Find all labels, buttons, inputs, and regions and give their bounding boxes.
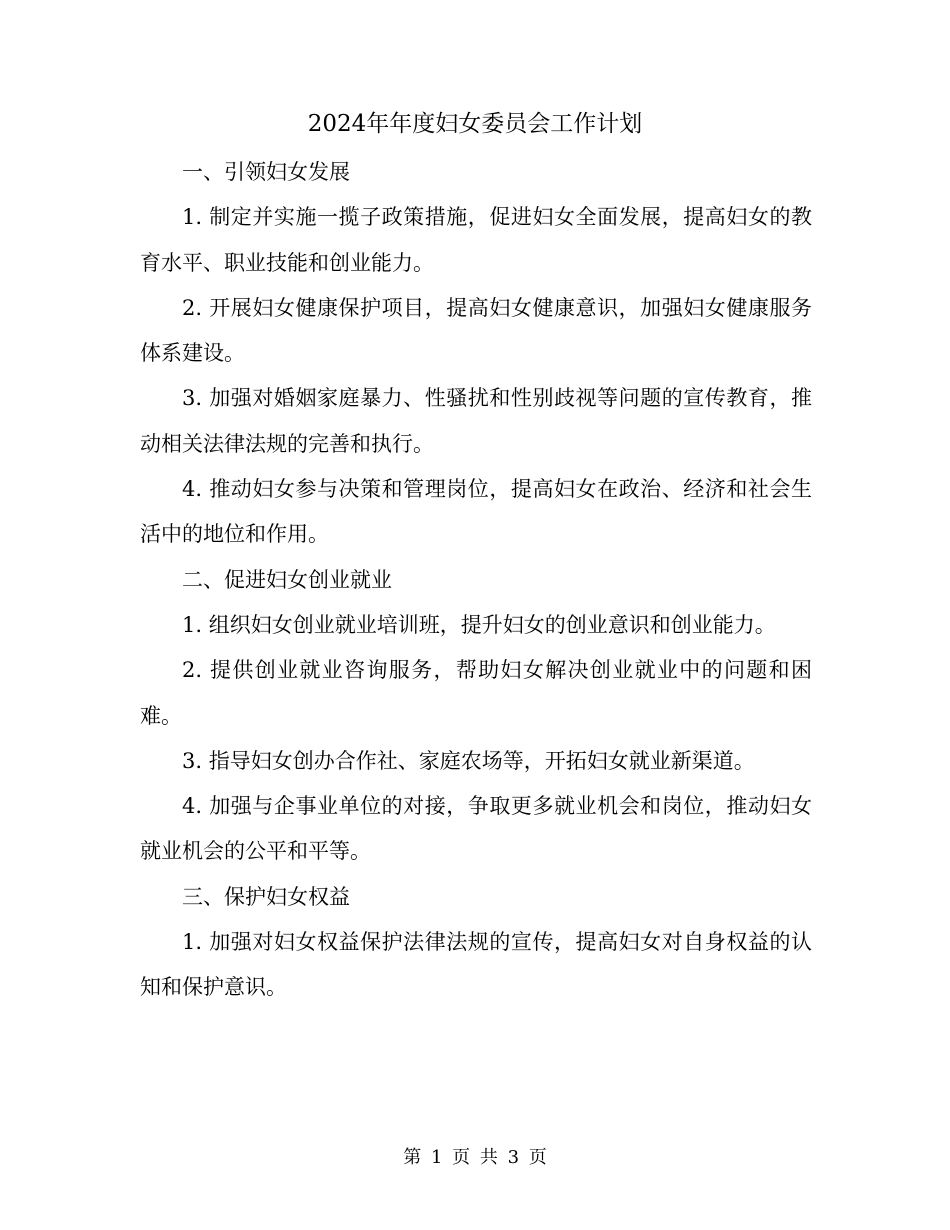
paragraph: 4. 推动妇女参与决策和管理岗位，提高妇女在政治、经济和社会生活中的地位和作用。 — [140, 477, 812, 547]
document-body — [140, 150, 812, 1011]
paragraph: 2. 提供创业就业咨询服务，帮助妇女解决创业就业中的问题和困难。 — [140, 658, 812, 728]
paragraph: 3. 指导妇女创办合作社、家庭农场等，开拓妇女就业新渠道。 — [182, 748, 755, 773]
section-heading: 三、保护妇女权益 — [182, 884, 350, 909]
paragraph: 2. 开展妇女健康保护项目，提高妇女健康意识，加强妇女健康服务体系建设。 — [140, 295, 812, 366]
paragraph: 1. 制定并实施一揽子政策措施，促进妇女全面发展，提高妇女的教育水平、职业技能和创业能力。 — [140, 205, 812, 275]
paragraph: 1. 加强对妇女权益保护法律法规的宣传，提高妇女对自身权益的认知和保护意识。 — [140, 930, 812, 1000]
page-footer: 第 1 页 共 3 页 — [403, 1147, 547, 1168]
document-title: 2024年年度妇女委员会工作计划 — [307, 111, 643, 137]
section-heading: 二、促进妇女创业就业 — [182, 567, 392, 592]
paragraph: 3. 加强对婚姻家庭暴力、性骚扰和性别歧视等问题的宣传教育，推动相关法律法规的完善和执行。 — [140, 386, 812, 456]
paragraph: 4. 加强与企事业单位的对接，争取更多就业机会和岗位，推动妇女就业机会的公平和平等。 — [140, 794, 812, 864]
section-heading: 一、引领妇女发展 — [182, 160, 350, 184]
paragraph: 1. 组织妇女创业就业培训班，提升妇女的创业意识和创业能力。 — [182, 612, 776, 637]
